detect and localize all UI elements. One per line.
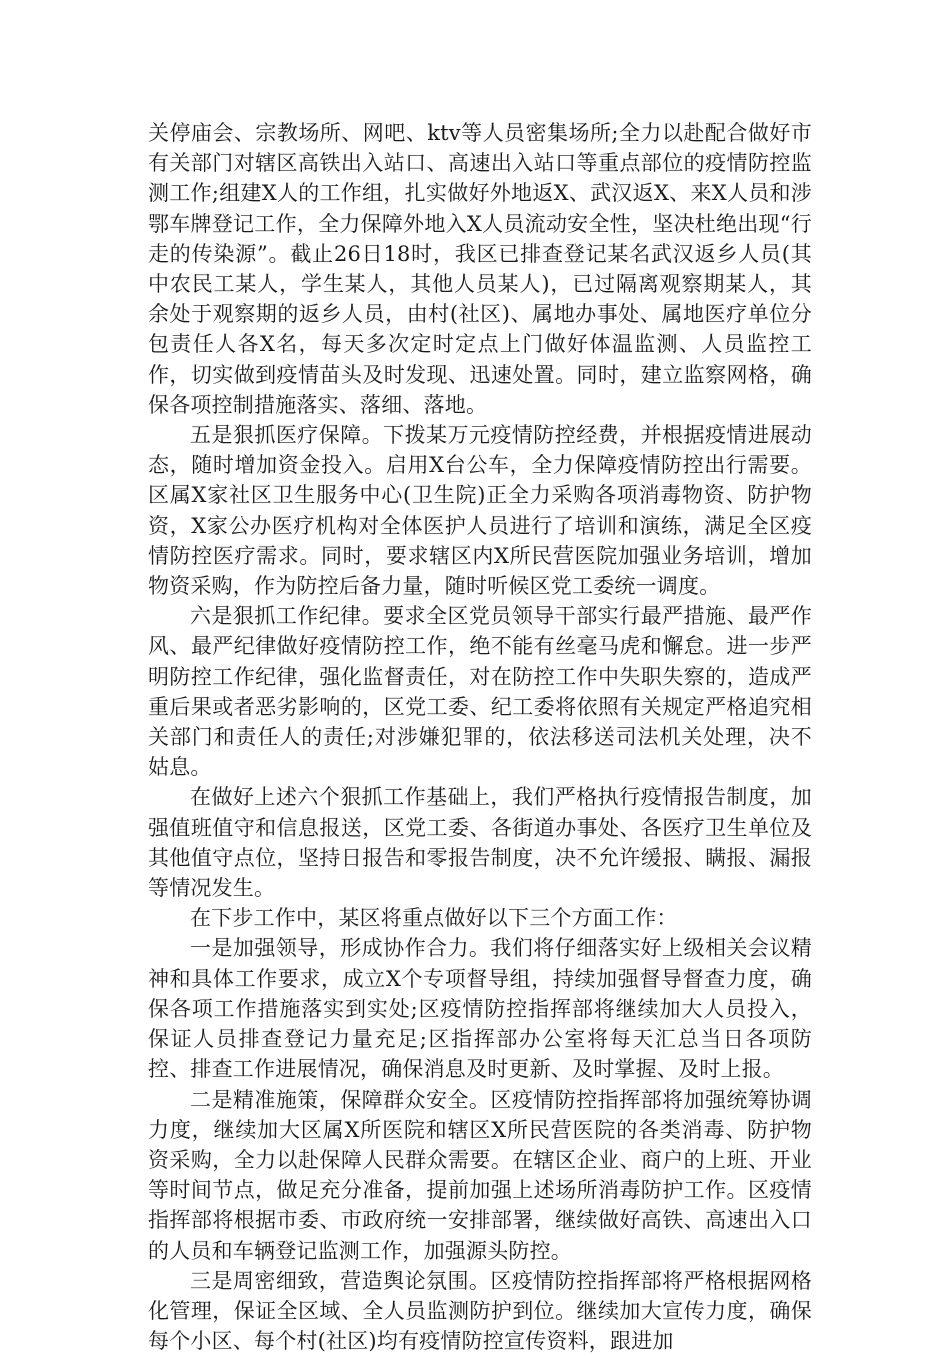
paragraph-work-discipline: 六是狠抓工作纪律。要求全区党员领导干部实行最严措施、最严作风、最严纪律做好疫情防控工作，绝不能有丝毫马虎和懈怠。进一步严明防控工作纪律，强化监督责任，对在防控工作中失职失察的，造成严重后果或者恶劣影响的，区党工委、纪工委将依照有关规定严格追究相关部门和责任人的责任;对涉嫌犯罪的，依法移送司法机关处理，决不姑息。 xyxy=(148,604,812,780)
paragraph-continuation: 关停庙会、宗教场所、网吧、ktv等人员密集场所;全力以赴配合做好市有关部门对辖区高铁出入站口、高速出入站口等重点部位的疫情防控监测工作;组建X人的工作组，扎实做好外地返X、武汉返X、来X人员和涉鄂车牌登记工作，全力保障外地入X人员流动安全性，坚决杜绝出现“行走的传染源”。截止26日18时，我区已排查登记某名武汉返乡人员(其中农民工某人，学生某人，其他人员某人)，已过隔离观察期某人，其余处于观察期的返乡人员，由村(社区)、属地办事处、属地医疗单位分包责任人各X名，每天多次定时定点上门做好体温监测、人员监控工作，切实做到疫情苗头及时发现、迅速处置。同时，建立监察网格，确保各项控制措施落实、落细、落地。 xyxy=(148,121,812,417)
paragraph-next-steps-intro: 在下步工作中，某区将重点做好以下三个方面工作： xyxy=(190,906,678,931)
paragraph-medical-support: 五是狠抓医疗保障。下拨某万元疫情防控经费，并根据疫情进展动态，随时增加资金投入。启用X台公车，全力保障疫情防控出行需要。区属X家社区卫生服务中心(卫生院)正全力采购各项消毒物资、防护物资，X家公办医疗机构对全体医护人员进行了培训和演练，满足全区疫情防控医疗需求。同时，要求辖区内X所民营医院加强业务培训，增加物资采购，作为防控后备力量，随时听候区党工委统一调度。 xyxy=(148,423,812,599)
paragraph-reporting-system: 在做好上述六个狠抓工作基础上，我们严格执行疫情报告制度，加强值班值守和信息报送，区党工委、各街道办事处、各医疗卫生单位及其他值守点位，坚持日报告和零报告制度，决不允许缓报、瞒报、漏报等情况发生。 xyxy=(148,785,812,901)
paragraph-public-opinion: 三是周密细致，营造舆论氛围。区疫情防控指挥部将严格根据网格化管理，保证全区域、全人员监测防护到位。继续加大宣传力度，确保每个小区、每个村(社区)均有疫情防控宣传资料，跟进加 xyxy=(148,1268,812,1354)
document-body xyxy=(148,118,812,1356)
paragraph-strengthen-leadership: 一是加强领导，形成协作合力。我们将仔细落实好上级相关会议精神和具体工作要求，成立X个专项督导组，持续加强督导督查力度，确保各项工作措施落实到实处;区疫情防控指挥部将继续加大人员投入，保证人员排查登记力量充足;区指挥部办公室将每天汇总当日各项防控、排查工作进展情况，确保消息及时更新、及时掌握、及时上报。 xyxy=(148,936,812,1082)
paragraph-precise-measures: 二是精准施策，保障群众安全。区疫情防控指挥部将加强统筹协调力度，继续加大区属X所医院和辖区X所民营医院的各类消毒、防护物资采购，全力以赴保障人民群众需要。在辖区企业、商户的上班、开业等时间节点，做足充分准备，提前加强上述场所消毒防护工作。区疫情指挥部将根据市委、市政府统一安排部署，继续做好高铁、高速出入口的人员和车辆登记监测工作，加强源头防控。 xyxy=(148,1087,812,1263)
